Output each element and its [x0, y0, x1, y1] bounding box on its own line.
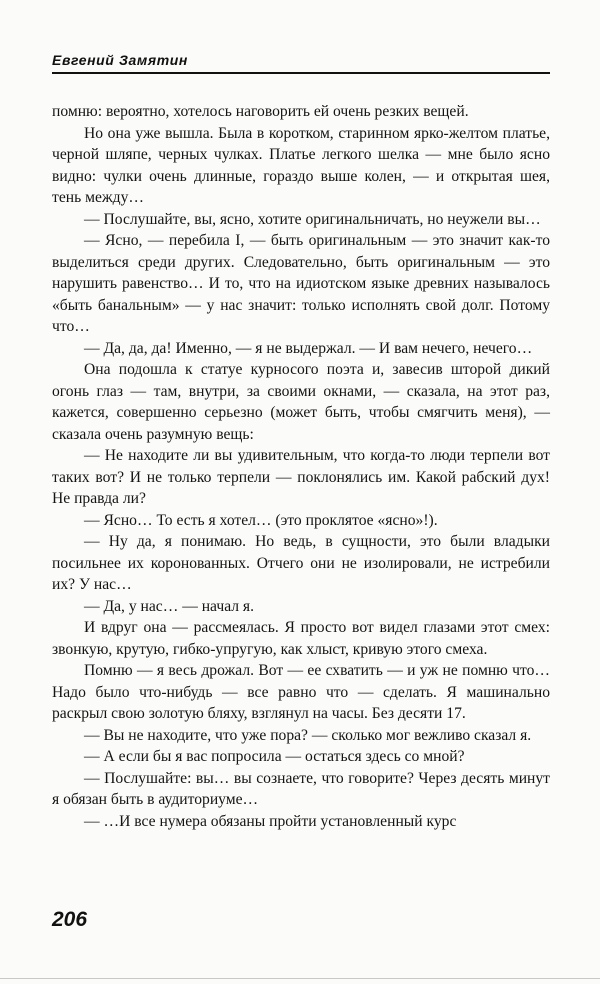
paragraph: — Не находите ли вы удивительным, что когда-то люди терпели вот таких вот? И не только терпели — поклонялись им. Какой рабский дух! Не правда ли?: [52, 447, 550, 507]
paragraph: помню: вероятно, хотелось наговорить ей очень резких вещей.: [52, 103, 469, 120]
paragraph: — Вы не находите, что уже пора? — сколько мог вежливо сказал я.: [84, 726, 532, 744]
header-rule: [52, 72, 550, 74]
body-text: [52, 101, 550, 832]
paragraph: — Послушайте, вы, ясно, хотите оригинальничать, но неужели вы…: [84, 210, 541, 228]
page-number: 206: [52, 908, 88, 931]
paragraph: — Послушайте: вы… вы сознаете, что говорите? Через десять минут я обязан быть в аудиториуме…: [52, 769, 550, 808]
paragraph: — Ясно… То есть я хотел… (это проклятое «ясно»!).: [84, 511, 438, 529]
paragraph: — …И все нумера обязаны пройти установленный курс: [84, 812, 457, 830]
paragraph: И вдруг она — рассмеялась. Я просто вот видел глазами этот смех: звонкую, крутую, гибко-упругую, как хлыст, кривую этого смеха.: [52, 619, 550, 658]
paragraph: Но она уже вышла. Была в коротком, старинном ярко-желтом платье, черной шляпе, черных чулках. Платье легкого шелка — мне было ясно видно: чулки очень длинные, гораздо выше колен, — и открытая шея, тень между…: [52, 124, 550, 206]
paragraph: — Да, у нас… — начал я.: [84, 597, 255, 615]
running-head-author: Евгений Замятин: [52, 52, 188, 68]
paragraph: — А если бы я вас попросила — остаться здесь со мной?: [84, 748, 465, 765]
paragraph: Она подошла к статуе курносого поэта и, завесив шторой дикий огонь глаз — там, внутри, за своими окнами, — сказала, на этот раз, кажется, совершенно серьезно (может быть, чтобы смягчить меня), — сказала очень разумную вещь:: [52, 361, 550, 443]
paragraph: — Ясно, — перебила I, — быть оригинальным — это значит как-то выделиться среди других. Следовательно, быть оригинальным — это нарушить равенство… И то, что на идиотском языке древних называлось «быть банальным» — у нас значит: только исполнять свой долг. Потому что…: [52, 232, 550, 335]
paragraph: — Да, да, да! Именно, — я не выдержал. — И вам нечего, нечего…: [84, 339, 533, 357]
paragraph: — Ну да, я понимаю. Но ведь, в сущности, это были владыки посильнее их коронованных. Отчего они не изолировали, не истребили их? У нас…: [52, 533, 550, 593]
page-edge: [0, 978, 600, 979]
paragraph: Помню — я весь дрожал. Вот — ее схватить — и уж не помню что… Надо было что-нибудь — все равно что — сделать. Я машинально раскрыл свою золотую бляху, взглянул на часы. Без десяти 17.: [52, 662, 550, 722]
